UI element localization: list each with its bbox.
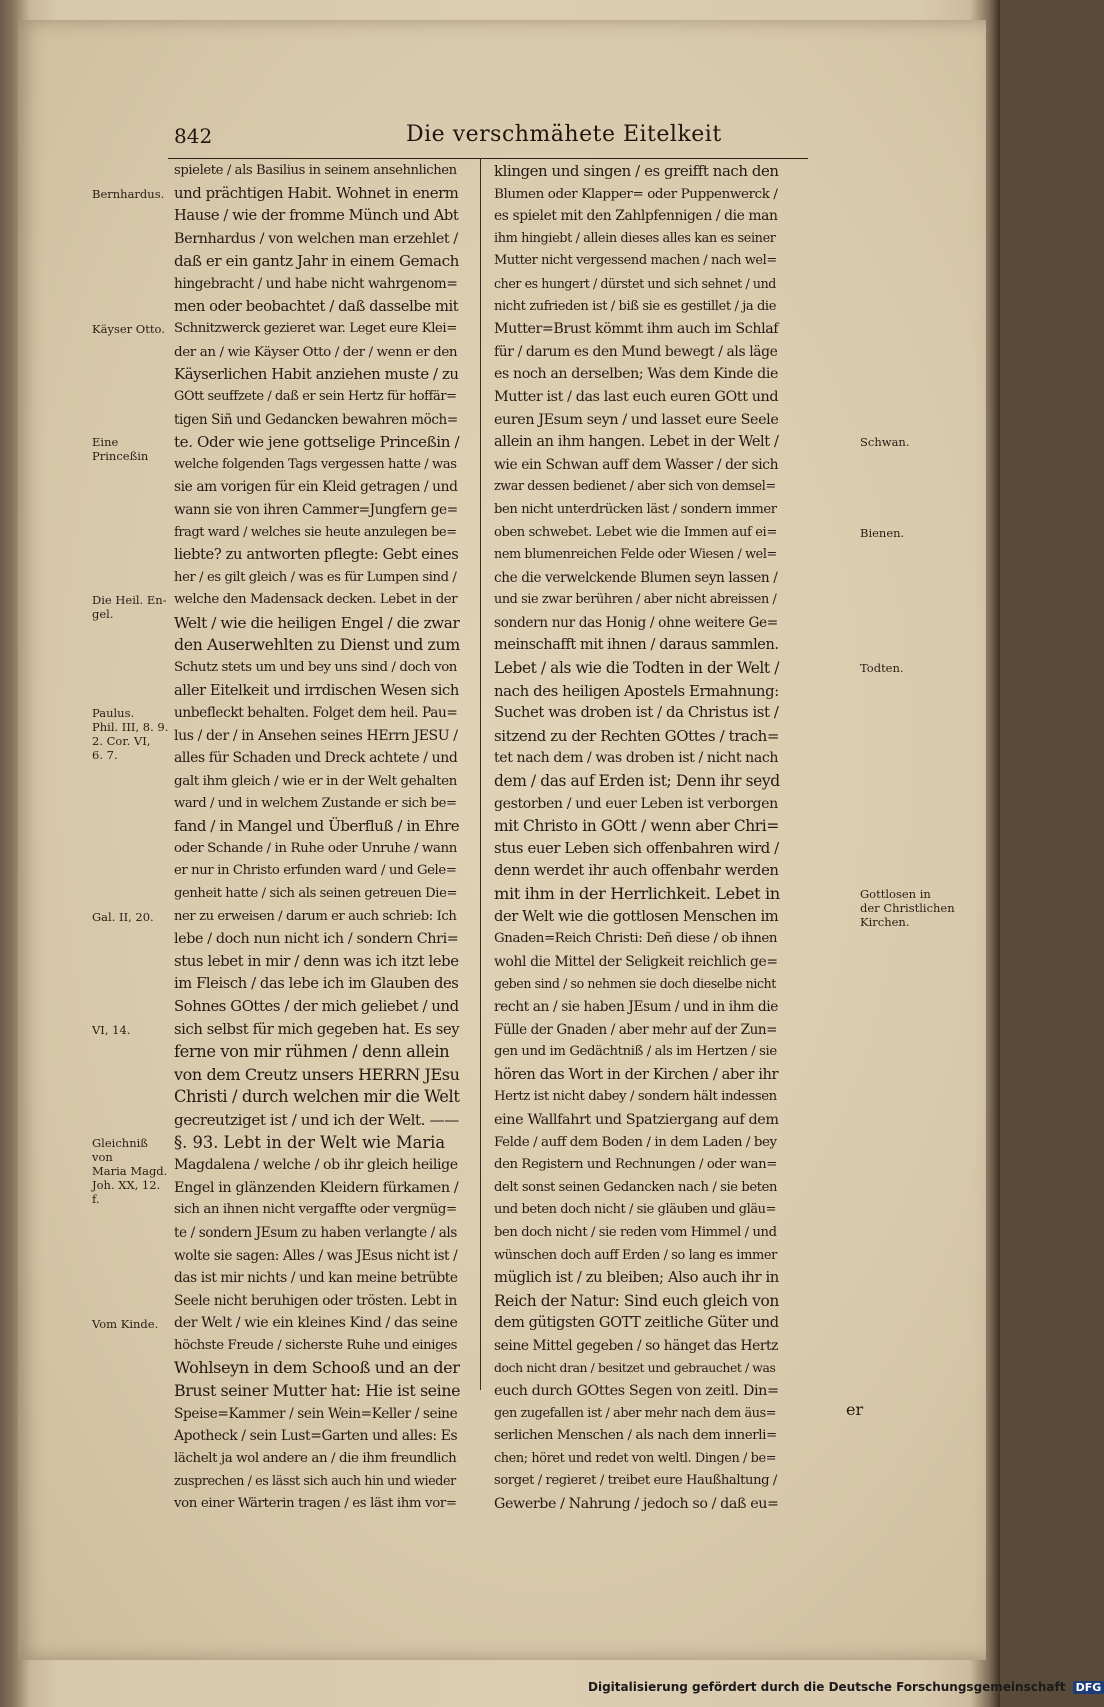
text-line: seine Mittel gegeben / so hänget das Hertz	[494, 1337, 778, 1354]
text-line: mit Christo in GOtt / wenn aber Chri=	[494, 817, 779, 836]
text-line: stus euer Leben sich offenbahren wird /	[494, 839, 779, 857]
text-line: ner zu erweisen / darum er auch schrieb: Ich	[174, 908, 457, 924]
text-line: Sohnes GOttes / der mich geliebet / und	[174, 997, 459, 1015]
text-line: allein an ihm hangen. Lebet in der Welt /	[494, 434, 779, 451]
margin-note: Käyser Otto.	[92, 322, 165, 337]
text-line: serlichen Menschen / als nach dem innerli=	[494, 1428, 777, 1444]
text-line: zusprechen / es lässt sich auch hin und wieder	[174, 1473, 456, 1489]
margin-note: Gottlosen in der Christlichen Kirchen.	[860, 887, 955, 930]
text-line: Apotheck / sein Lust=Garten und alles: Es	[174, 1428, 458, 1445]
text-line: der an / wie Käyser Otto / der / wenn er den	[174, 343, 458, 360]
text-line: lächelt ja wol andere an / die ihm freundlich	[174, 1450, 457, 1466]
margin-note: Gal. II, 20.	[92, 909, 154, 924]
catchword: er	[846, 1400, 864, 1419]
text-line: ferne von mir rühmen / denn allein	[174, 1042, 450, 1062]
text-line: men oder beobachtet / daß dasselbe mit	[174, 297, 459, 315]
text-line: mit ihm in der Herrlichkeit. Lebet in	[494, 884, 780, 903]
text-line: delt sonst seinen Gedancken nach / sie beten	[494, 1179, 778, 1195]
text-line: welche den Madensack decken. Lebet in der	[174, 592, 458, 608]
text-line: Brust seiner Mutter hat: Hie ist seine	[174, 1381, 461, 1401]
text-line: gen zugefallen ist / aber mehr nach dem äus=	[494, 1405, 777, 1421]
text-line: den Registern und Rechnungen / oder wan=	[494, 1157, 777, 1173]
text-line: klingen und singen / es greifft nach den	[494, 162, 779, 180]
text-line: aller Eitelkeit und irrdischen Wesen sich	[174, 681, 459, 699]
text-line: fragt ward / welches sie heute anzulegen be=	[174, 524, 457, 540]
text-line: Gewerbe / Nahrung / jedoch so / daß eu=	[494, 1496, 779, 1513]
text-line: er nur in Christo erfunden ward / und Gele=	[174, 863, 457, 879]
text-line: sich selbst für mich gegeben hat. Es sey	[174, 1020, 460, 1038]
left-text-column	[174, 160, 460, 1516]
text-line: spielete / als Basilius in seinem ansehnlichen	[174, 163, 457, 178]
text-line: den Auserwehlten zu Dienst und zum	[174, 635, 460, 655]
text-line: es spielet mit den Zahlpfennigen / die man	[494, 208, 778, 225]
text-line: GOtt seuffzete / daß er sein Hertz für hoffär=	[174, 388, 457, 404]
text-line: denn werdet ihr auch offenbahr werden	[494, 862, 779, 880]
text-line: Welt / wie die heiligen Engel / die zwar	[174, 613, 460, 632]
text-line: te. Oder wie jene gottselige Princeßin /	[174, 433, 460, 452]
text-line: dem / das auf Erden ist; Denn ihr seyd	[494, 772, 780, 791]
text-line: oben schwebet. Lebet wie die Immen auf ei=	[494, 524, 777, 540]
text-line: doch nicht dran / besitzet und gebrauchet / was	[494, 1360, 776, 1376]
text-line: gen und im Gedächtniß / als im Hertzen / sie	[494, 1044, 777, 1060]
margin-note: Eine Princeßin	[92, 435, 149, 464]
text-line: euren JEsum seyn / und lasset eure Seele	[494, 411, 779, 428]
text-line: müglich ist / zu bleiben; Also auch ihr in	[494, 1269, 779, 1287]
text-line: der Welt wie die gottlosen Menschen im	[494, 907, 779, 925]
text-line: Hause / wie der fromme Münch und Abt	[174, 207, 459, 225]
text-line: Wohlseyn in dem Schooß und an der	[174, 1358, 460, 1378]
text-line: der Welt / wie ein kleines Kind / das seine	[174, 1315, 458, 1332]
text-line: ben nicht unterdrücken läst / sondern immer	[494, 501, 777, 517]
text-line: Christi / durch welchen mir die Welt	[174, 1087, 460, 1107]
text-line: euch durch GOttes Segen von zeitl. Din=	[494, 1383, 779, 1400]
text-line: stus lebet in mir / denn was ich itzt lebe	[174, 952, 459, 970]
text-line: nem blumenreichen Felde oder Wiesen / wel=	[494, 547, 777, 563]
column-separator	[480, 158, 481, 1390]
text-line: hingebracht / und habe nicht wahrgenom=	[174, 275, 458, 292]
margin-note: Die Heil. En- gel.	[92, 593, 167, 622]
text-line: sie am vorigen für ein Kleid getragen / und	[174, 479, 458, 496]
text-line: Hertz ist nicht dabey / sondern hält indessen	[494, 1089, 777, 1105]
text-line: wolte sie sagen: Alles / was JEsus nicht ist /	[174, 1247, 458, 1264]
text-line: nicht zufrieden ist / biß sie es gestillet / ja die	[494, 298, 777, 314]
text-line: und beten doch nicht / sie gläuben und gläu=	[494, 1202, 777, 1218]
text-line: her / es gilt gleich / was es für Lumpen sind /	[174, 569, 457, 585]
margin-note: Bernhardus.	[92, 186, 165, 201]
text-line: von dem Creutz unsers HERRN JEsu	[174, 1064, 460, 1084]
text-line: sich an ihnen nicht vergaffte oder vergnüg=	[174, 1202, 457, 1218]
text-line: wann sie von ihren Cammer=Jungfern ge=	[174, 501, 458, 518]
text-line: tet nach dem / was droben ist / nicht nach	[494, 750, 778, 767]
text-line: meinschafft mit ihnen / daraus sammlen.	[494, 637, 779, 654]
text-line: Schnitzwerck gezieret war. Leget eure Klei=	[174, 321, 457, 337]
text-line: das ist mir nichts / und kan meine betrübte	[174, 1270, 458, 1287]
text-line: für / darum es den Mund bewegt / als läge	[494, 343, 778, 360]
margin-note: Bienen.	[860, 525, 905, 540]
text-line: genheit hatte / sich als seinen getreuen Die=	[174, 886, 458, 901]
text-line: Schutz stets um und bey uns sind / doch von	[174, 660, 457, 676]
text-line: §. 93. Lebt in der Welt wie Maria	[174, 1132, 446, 1152]
text-line: Felde / auff dem Boden / in dem Laden / bey	[494, 1134, 777, 1150]
margin-note: Todten.	[860, 661, 904, 676]
text-line: geben sind / so nehmen sie doch dieselbe nicht	[494, 976, 776, 992]
text-line: nach des heiligen Apostels Ermahnung:	[494, 681, 779, 700]
margin-note: Vom Kinde.	[92, 1316, 159, 1331]
text-line: tigen Siñ und Gedancken bewahren möch=	[174, 411, 458, 428]
text-line: Blumen oder Klapper= oder Puppenwerck /	[494, 185, 778, 202]
text-line: höchste Freude / sicherste Ruhe und einiges	[174, 1337, 458, 1353]
text-line: dem gütigsten GOTT zeitliche Güter und	[494, 1315, 779, 1332]
text-line: ben doch nicht / sie reden vom Himmel / und	[494, 1224, 777, 1240]
text-line: alles für Schaden und Dreck achtete / und	[174, 750, 458, 767]
text-line: ward / und in welchem Zustande er sich be=	[174, 795, 457, 811]
text-line: te / sondern JEsum zu haben verlangte / als	[174, 1224, 457, 1241]
text-line: lebe / doch nun nicht ich / sondern Chri=	[174, 931, 459, 948]
text-line: wünschen doch auff Erden / so lang es immer	[494, 1247, 777, 1263]
text-line: che die verwelckende Blumen seyn lassen /	[494, 569, 778, 586]
text-line: Engel in glänzenden Kleidern fürkamen /	[174, 1179, 459, 1196]
text-line: sorget / regieret / treibet eure Haußhaltung /	[494, 1473, 777, 1489]
text-line: Mutter=Brust kömmt ihm auch im Schlaf	[494, 321, 779, 338]
text-line: Mutter ist / das last euch euren GOtt und	[494, 388, 779, 405]
text-line: ihm hingiebt / allein dieses alles kan es seiner	[494, 230, 776, 246]
text-line: cher es hungert / dürstet und sich sehnet / und	[494, 275, 776, 291]
text-line: chen; höret und redet von weltl. Dingen / be=	[494, 1450, 777, 1466]
text-line: recht an / sie haben JEsum / und in ihm die	[494, 998, 778, 1015]
text-line: im Fleisch / das lebe ich im Glauben des	[174, 975, 459, 993]
text-line: Fülle der Gnaden / aber mehr auf der Zun=	[494, 1021, 778, 1038]
text-line: fand / in Mangel und Überfluß / in Ehre	[174, 817, 460, 836]
text-line: hören das Wort in der Kirchen / aber ihr	[494, 1065, 779, 1083]
text-line: gecreutziget ist / und ich der Welt. ——	[174, 1110, 459, 1129]
text-line: Gnaden=Reich Christi: Deñ diese / ob ihnen	[494, 931, 778, 947]
text-line: lus / der / in Ansehen seines HErrn JESU /	[174, 727, 458, 744]
text-line: unbefleckt behalten. Folget dem heil. Pau=	[174, 705, 458, 722]
text-line: gestorben / und euer Leben ist verborgen	[494, 795, 778, 812]
text-line: zwar dessen bedienet / aber sich von demsel=	[494, 479, 776, 495]
text-line: Reich der Natur: Sind euch gleich von	[494, 1291, 779, 1310]
text-line: welche folgenden Tags vergessen hatte / was	[174, 456, 457, 472]
text-line: Suchet was droben ist / da Christus ist /	[494, 704, 779, 722]
credit-text: Digitalisierung gefördert durch die Deutsche Forschungsgemeinschaft	[588, 1680, 1066, 1694]
text-line: Käyserlichen Habit anziehen muste / zu	[174, 365, 459, 384]
text-line: wie ein Schwan auff dem Wasser / der sich	[494, 456, 779, 473]
text-line: und sie zwar berühren / aber nicht abreissen /	[494, 592, 777, 608]
dfg-logo: DFG	[1073, 1681, 1104, 1694]
margin-note: Gleichniß von Maria Magd. Joh. XX, 12. f.	[92, 1135, 168, 1206]
text-line: sitzend zu der Rechten GOttes / trach=	[494, 726, 780, 745]
text-line: von einer Wärterin tragen / es läst ihm vor=	[174, 1496, 457, 1512]
text-line: eine Wallfahrt und Spatziergang auf dem	[494, 1111, 779, 1128]
text-line: Mutter nicht vergessend machen / nach wel=	[494, 253, 777, 269]
text-line: galt ihm gleich / wie er in der Welt gehalten	[174, 773, 457, 790]
text-line: Seele nicht beruhigen oder trösten. Lebt in	[174, 1292, 457, 1309]
text-line: wohl die Mittel der Seligkeit reichlich ge=	[494, 953, 778, 970]
text-line: sondern nur das Honig / ohne weitere Ge=	[494, 614, 778, 631]
text-line: liebte? zu antworten pflegte: Gebt eines	[174, 546, 459, 564]
margin-note: VI, 14.	[92, 1022, 131, 1037]
right-text-column	[494, 160, 780, 1516]
running-head: Die verschmähete Eitelkeit	[406, 122, 722, 147]
text-line: es noch an derselben; Was dem Kinde die	[494, 366, 778, 383]
digitization-credit	[588, 1680, 1104, 1694]
page-header	[168, 124, 808, 159]
page-number: 842	[174, 124, 213, 148]
text-line: Lebet / als wie die Todten in der Welt /	[494, 659, 779, 678]
text-line: Magdalena / welche / ob ihr gleich heilige	[174, 1157, 458, 1174]
margin-note: Schwan.	[860, 435, 910, 450]
text-line: Bernhardus / von welchen man erzehlet /	[174, 230, 458, 247]
text-line: oder Schande / in Ruhe oder Unruhe / wann	[174, 840, 457, 856]
text-line: daß er ein gantz Jahr in einem Gemach	[174, 252, 459, 271]
text-line: Speise=Kammer / sein Wein=Keller / seine	[174, 1405, 458, 1422]
margin-note: Paulus. Phil. III, 8. 9. 2. Cor. VI, 6. 7.	[92, 706, 169, 763]
text-line: und prächtigen Habit. Wohnet in enerm	[174, 184, 459, 202]
